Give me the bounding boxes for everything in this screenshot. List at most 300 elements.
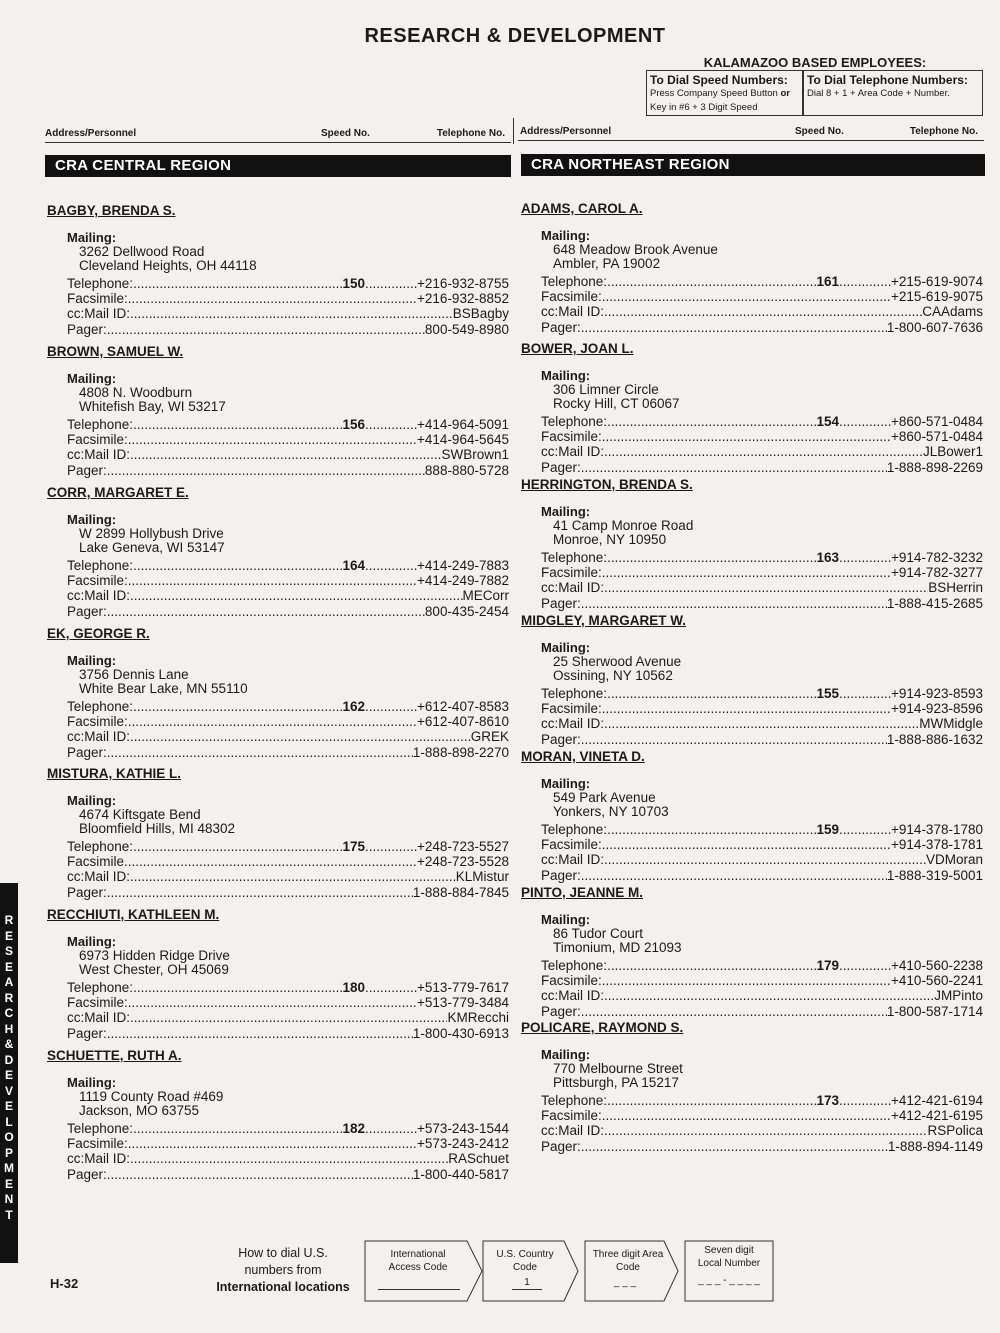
address-line-2: Cleveland Heights, OH 44118 xyxy=(79,257,257,273)
contact-rows xyxy=(67,839,509,900)
address-line-2: Rocky Hill, CT 06067 xyxy=(553,395,680,411)
ccmail-row xyxy=(541,852,983,867)
leader-dots xyxy=(128,291,417,306)
ccmail-row xyxy=(67,869,509,884)
contact-rows xyxy=(67,699,509,760)
facsimile-row xyxy=(541,837,983,852)
telephone-number: +513-779-7617 xyxy=(417,980,509,995)
telephone-label: Telephone: xyxy=(67,699,134,714)
pager-row xyxy=(541,1139,983,1154)
leader-dots xyxy=(130,306,453,321)
leader-dots xyxy=(581,460,887,475)
column-divider xyxy=(513,118,514,144)
leader-dots xyxy=(607,550,816,565)
telephone-label: Telephone: xyxy=(541,1093,608,1108)
speed-dial-heading: To Dial Speed Numbers: xyxy=(650,73,788,87)
region-bar-central: CRA CENTRAL REGION xyxy=(45,155,511,177)
facsimile-row xyxy=(67,573,509,588)
telephone-label: Telephone: xyxy=(67,1121,134,1136)
contact-rows xyxy=(541,958,983,1019)
dialing-instructions xyxy=(212,1245,354,1296)
address-line-1: 306 Limner Circle xyxy=(553,382,659,397)
telephone-number: +914-782-3232 xyxy=(891,550,983,565)
dial-step-area-code xyxy=(584,1240,680,1302)
facsimile-row xyxy=(67,714,509,729)
person-name: SCHUETTE, RUTH A. xyxy=(47,1048,182,1063)
step-label-4a: Seven digit xyxy=(704,1245,754,1256)
mailing-label: Mailing: xyxy=(541,776,591,791)
facsimile-label: Facsimile xyxy=(67,854,125,870)
leader-dots xyxy=(607,274,816,289)
ccmail-label: cc:Mail ID: xyxy=(67,588,131,604)
fax-number: +414-964-5645 xyxy=(417,432,509,448)
fax-number: +914-923-8596 xyxy=(891,701,983,717)
pager-number: 1-888-884-7845 xyxy=(412,884,509,900)
phone-dial-line1: Dial 8 + 1 + Area Code + Number. xyxy=(807,88,950,99)
address-line-1: 3756 Dennis Lane xyxy=(79,667,189,682)
pager-label: Pager: xyxy=(67,884,107,900)
address-line-1: 86 Tudor Court xyxy=(553,926,644,941)
leader-dots xyxy=(133,980,342,995)
pager-row xyxy=(541,868,983,883)
leader-dots xyxy=(839,1093,891,1108)
ccmail-label: cc:Mail ID: xyxy=(541,304,605,320)
telephone-row xyxy=(67,980,509,995)
ccmail-id: BSBagby xyxy=(452,306,509,322)
mailing-label: Mailing: xyxy=(67,230,117,245)
telephone-number: +573-243-1544 xyxy=(417,1121,509,1136)
step-value-4: _ _ _ - _ _ _ _ xyxy=(698,1275,760,1286)
address-line-2: Monroe, NY 10950 xyxy=(553,531,667,547)
ccmail-label: cc:Mail ID: xyxy=(67,1151,131,1167)
pager-number: 1-888-415-2685 xyxy=(886,595,983,611)
ccmail-id: CAAdams xyxy=(922,304,983,320)
facsimile-label: Facsimile: xyxy=(67,573,128,589)
person-name: BROWN, SAMUEL W. xyxy=(47,344,184,359)
leader-dots xyxy=(581,1004,887,1019)
leader-dots xyxy=(839,274,891,289)
address-line-1: 549 Park Avenue xyxy=(553,790,656,805)
telephone-row xyxy=(67,1121,509,1136)
telephone-row xyxy=(541,686,983,701)
page-title: RESEARCH & DEVELOPMENT xyxy=(364,25,666,47)
ccmail-label: cc:Mail ID: xyxy=(67,447,131,463)
phone-dial-legend xyxy=(803,70,983,116)
speed-number: 173 xyxy=(816,1093,840,1108)
person-name: BAGBY, BRENDA S. xyxy=(47,203,176,218)
fax-number: +215-619-9075 xyxy=(891,289,983,305)
leader-dots xyxy=(581,868,887,883)
pager-row xyxy=(67,604,509,619)
pager-label: Pager: xyxy=(67,744,107,760)
step-label-3b: Code xyxy=(616,1262,640,1273)
facsimile-row xyxy=(541,701,983,716)
mailing-label: Mailing: xyxy=(67,793,117,808)
facsimile-label: Facsimile: xyxy=(67,714,128,730)
fax-number: +612-407-8610 xyxy=(417,714,509,730)
address-line-2: Ambler, PA 19002 xyxy=(553,255,661,271)
speed-number: 182 xyxy=(342,1121,366,1136)
step-label-2b: Code xyxy=(513,1262,537,1273)
ccmail-row xyxy=(67,588,509,603)
pager-number: 888-880-5728 xyxy=(424,462,509,478)
ccmail-row xyxy=(541,444,983,459)
ccmail-row xyxy=(67,1151,509,1166)
pager-number: 1-888-886-1632 xyxy=(886,731,983,747)
address-line-2: Lake Geneva, WI 53147 xyxy=(79,539,225,555)
ccmail-label: cc:Mail ID: xyxy=(541,1123,605,1139)
side-tab xyxy=(0,883,18,1263)
facsimile-row xyxy=(541,565,983,580)
facsimile-label: Facsimile: xyxy=(541,701,602,717)
pager-label: Pager: xyxy=(67,603,107,619)
telephone-row xyxy=(67,699,509,714)
facsimile-label: Facsimile: xyxy=(67,1136,128,1152)
leader-dots xyxy=(604,988,934,1003)
ccmail-id: GREK xyxy=(470,729,509,745)
facsimile-label: Facsimile: xyxy=(541,429,602,445)
address-line-2: Bloomfield Hills, MI 48302 xyxy=(79,820,236,836)
fax-number: +513-779-3484 xyxy=(417,995,509,1011)
person-name: BOWER, JOAN L. xyxy=(521,341,634,356)
leader-dots xyxy=(133,276,342,291)
dialing-intro-1: How to dial U.S. xyxy=(238,1246,328,1260)
leader-dots xyxy=(365,980,417,995)
leader-dots xyxy=(130,588,462,603)
column-header-left xyxy=(45,120,511,143)
ccmail-row xyxy=(541,580,983,595)
ccmail-row xyxy=(541,304,983,319)
pager-number: 1-800-587-1714 xyxy=(886,1003,983,1019)
address-line-1: 25 Sherwood Avenue xyxy=(553,654,682,669)
pager-row xyxy=(67,745,509,760)
header-address-left: Address/Personnel xyxy=(45,128,137,139)
leader-dots xyxy=(607,686,816,701)
mailing-label: Mailing: xyxy=(541,640,591,655)
contact-rows xyxy=(67,417,509,478)
facsimile-label: Facsimile: xyxy=(541,837,602,853)
person-name: PINTO, JEANNE M. xyxy=(521,885,644,900)
speed-dial-or: or xyxy=(780,88,790,99)
leader-dots xyxy=(607,1093,816,1108)
fax-number: +248-723-5528 xyxy=(417,854,509,870)
leader-dots xyxy=(133,417,342,432)
fax-number: +573-243-2412 xyxy=(417,1136,509,1152)
pager-label: Pager: xyxy=(541,459,581,475)
telephone-label: Telephone: xyxy=(541,822,608,837)
step-value-3: _ _ _ xyxy=(613,1277,637,1288)
directory-entry xyxy=(47,485,509,619)
speed-dial-line1a: Press Company Speed Button xyxy=(650,88,781,99)
leader-dots xyxy=(128,573,417,588)
mailing-label: Mailing: xyxy=(541,1047,591,1062)
leader-dots xyxy=(607,958,816,973)
step-label-1a: International xyxy=(390,1249,446,1260)
pager-row xyxy=(67,322,509,337)
fax-number: +414-249-7882 xyxy=(417,573,509,589)
pager-row xyxy=(541,320,983,335)
telephone-row xyxy=(67,417,509,432)
mailing-label: Mailing: xyxy=(541,504,591,519)
ccmail-label: cc:Mail ID: xyxy=(67,869,131,885)
mailing-label: Mailing: xyxy=(541,368,591,383)
speed-number: 155 xyxy=(816,686,840,701)
telephone-row xyxy=(67,558,509,573)
dialing-intro-3: International locations xyxy=(216,1280,350,1294)
leader-dots xyxy=(604,580,928,595)
ccmail-id: RASchuet xyxy=(448,1151,509,1167)
leader-dots xyxy=(839,958,891,973)
header-telephone-right: Telephone No. xyxy=(909,126,978,137)
leader-dots xyxy=(839,686,891,701)
ccmail-id: VDMoran xyxy=(925,852,983,868)
telephone-number: +612-407-8583 xyxy=(417,699,509,714)
fax-number: +914-782-3277 xyxy=(891,565,983,581)
telephone-label: Telephone: xyxy=(67,558,134,573)
address-line-2: Pittsburgh, PA 15217 xyxy=(553,1074,679,1090)
pager-number: 1-888-898-2270 xyxy=(412,744,509,760)
pager-number: 1-800-430-6913 xyxy=(412,1025,509,1041)
telephone-label: Telephone: xyxy=(67,839,134,854)
directory-entry xyxy=(521,341,983,475)
contact-rows xyxy=(541,1093,983,1154)
telephone-label: Telephone: xyxy=(541,274,608,289)
facsimile-label: Facsimile: xyxy=(67,995,128,1011)
leader-dots xyxy=(365,417,417,432)
ccmail-label: cc:Mail ID: xyxy=(67,729,131,745)
leader-dots xyxy=(581,320,887,335)
speed-number: 162 xyxy=(342,699,366,714)
address-line-2: Ossining, NY 10562 xyxy=(553,667,673,683)
step-value-2: 1 xyxy=(512,1276,542,1290)
pager-row xyxy=(67,1167,509,1182)
pager-label: Pager: xyxy=(541,319,581,335)
contact-rows xyxy=(541,550,983,611)
speed-number: 161 xyxy=(816,274,840,289)
ccmail-row xyxy=(67,1010,509,1025)
facsimile-row xyxy=(541,289,983,304)
person-name: MORAN, VINETA D. xyxy=(521,749,645,764)
contact-rows xyxy=(67,1121,509,1182)
page-number: H-32 xyxy=(50,1276,79,1291)
telephone-row xyxy=(541,958,983,973)
leader-dots xyxy=(124,854,417,869)
leader-dots xyxy=(130,1151,448,1166)
telephone-row xyxy=(541,274,983,289)
step-label-1b: Access Code xyxy=(388,1262,448,1273)
leader-dots xyxy=(602,701,891,716)
contact-rows xyxy=(67,558,509,619)
pager-label: Pager: xyxy=(541,1138,581,1154)
directory-entry xyxy=(47,907,509,1041)
pager-number: 1-888-898-2269 xyxy=(886,459,983,475)
pager-number: 1-888-319-5001 xyxy=(886,867,983,883)
telephone-number: +410-560-2238 xyxy=(891,958,983,973)
mailing-label: Mailing: xyxy=(67,512,117,527)
leader-dots xyxy=(581,596,887,611)
facsimile-row xyxy=(67,1136,509,1151)
column-header-right xyxy=(518,118,984,141)
mailing-label: Mailing: xyxy=(67,371,117,386)
facsimile-label: Facsimile: xyxy=(541,973,602,989)
person-name: POLICARE, RAYMOND S. xyxy=(521,1020,684,1035)
fax-number: +860-571-0484 xyxy=(891,429,983,445)
person-name: CORR, MARGARET E. xyxy=(47,485,189,500)
ccmail-id: BSHerrin xyxy=(928,580,983,596)
leader-dots xyxy=(128,714,417,729)
leader-dots xyxy=(604,852,926,867)
telephone-label: Telephone: xyxy=(541,958,608,973)
facsimile-label: Facsimile: xyxy=(541,1108,602,1124)
mailing-label: Mailing: xyxy=(67,934,117,949)
facsimile-row xyxy=(541,429,983,444)
phone-dial-heading: To Dial Telephone Numbers: xyxy=(807,73,968,87)
leader-dots xyxy=(107,1026,413,1041)
speed-number: 156 xyxy=(342,417,366,432)
pager-number: 1-800-607-7636 xyxy=(886,319,983,335)
leader-dots xyxy=(602,429,891,444)
address-line-1: 770 Melbourne Street xyxy=(553,1061,683,1076)
facsimile-row xyxy=(67,432,509,447)
speed-number: 175 xyxy=(342,839,366,854)
ccmail-row xyxy=(67,447,509,462)
ccmail-id: MWMidgle xyxy=(919,716,983,732)
telephone-row xyxy=(541,822,983,837)
telephone-label: Telephone: xyxy=(541,550,608,565)
region-bar-northeast: CRA NORTHEAST REGION xyxy=(521,154,985,176)
leader-dots xyxy=(365,839,417,854)
ccmail-id: KMRecchi xyxy=(447,1010,509,1026)
leader-dots xyxy=(128,432,417,447)
pager-label: Pager: xyxy=(541,1003,581,1019)
speed-number: 164 xyxy=(342,558,366,573)
facsimile-label: Facsimile: xyxy=(541,565,602,581)
directory-entry xyxy=(521,201,983,335)
telephone-number: +248-723-5527 xyxy=(417,839,509,854)
dial-step-access-code xyxy=(364,1240,484,1302)
telephone-label: Telephone: xyxy=(67,276,134,291)
address-line-1: 648 Meadow Brook Avenue xyxy=(553,242,718,257)
telephone-number: +860-571-0484 xyxy=(891,414,983,429)
leader-dots xyxy=(133,839,342,854)
dial-step-country-code xyxy=(482,1240,580,1302)
speed-number: 180 xyxy=(342,980,366,995)
leader-dots xyxy=(839,550,891,565)
leader-dots xyxy=(839,414,891,429)
fax-number: +412-421-6195 xyxy=(891,1108,983,1124)
leader-dots xyxy=(130,869,456,884)
ccmail-id: SWBrown1 xyxy=(441,447,509,463)
leader-dots xyxy=(130,729,471,744)
leader-dots xyxy=(128,995,417,1010)
leader-dots xyxy=(607,414,816,429)
telephone-label: Telephone: xyxy=(67,980,134,995)
pager-label: Pager: xyxy=(67,1025,107,1041)
mailing-label: Mailing: xyxy=(67,1075,117,1090)
person-name: ADAMS, CAROL A. xyxy=(521,201,643,216)
fax-number: +410-560-2241 xyxy=(891,973,983,989)
directory-entry xyxy=(521,885,983,1019)
telephone-number: +914-923-8593 xyxy=(891,686,983,701)
address-line-1: 41 Camp Monroe Road xyxy=(553,518,694,533)
speed-dial-line2: Key in #6 + 3 Digit Speed xyxy=(650,102,758,113)
pager-number: 800-435-2454 xyxy=(424,603,509,619)
leader-dots xyxy=(604,716,919,731)
person-name: HERRINGTON, BRENDA S. xyxy=(521,477,693,492)
facsimile-row xyxy=(67,291,509,306)
pager-row xyxy=(67,1026,509,1041)
directory-entry xyxy=(47,203,509,337)
person-name: RECCHIUTI, KATHLEEN M. xyxy=(47,907,220,922)
mailing-label: Mailing: xyxy=(541,228,591,243)
leader-dots xyxy=(107,463,425,478)
leader-dots xyxy=(133,558,342,573)
directory-entry xyxy=(47,1048,509,1182)
ccmail-id: KLMistur xyxy=(455,869,509,885)
pager-label: Pager: xyxy=(541,731,581,747)
telephone-row xyxy=(541,1093,983,1108)
directory-entry xyxy=(47,626,509,760)
contact-rows xyxy=(541,414,983,475)
side-tab-text: RESEARCH & DEVELOPMENT xyxy=(4,913,14,1222)
contact-rows xyxy=(67,276,509,337)
ccmail-label: cc:Mail ID: xyxy=(541,580,605,596)
leader-dots xyxy=(128,1136,417,1151)
speed-number: 154 xyxy=(816,414,840,429)
ccmail-id: RSPolica xyxy=(927,1123,983,1139)
facsimile-label: Facsimile: xyxy=(67,291,128,307)
step-label-2a: U.S. Country xyxy=(496,1249,554,1260)
directory-entry xyxy=(521,749,983,883)
address-line-2: Jackson, MO 63755 xyxy=(79,1102,200,1118)
facsimile-row xyxy=(541,1108,983,1123)
mailing-label: Mailing: xyxy=(541,912,591,927)
facsimile-label: Facsimile: xyxy=(67,432,128,448)
speed-number: 159 xyxy=(816,822,840,837)
speed-number: 163 xyxy=(816,550,840,565)
ccmail-id: MECorr xyxy=(462,588,509,604)
facsimile-row xyxy=(541,973,983,988)
telephone-row xyxy=(67,276,509,291)
pager-number: 1-888-894-1149 xyxy=(887,1138,983,1154)
ccmail-label: cc:Mail ID: xyxy=(541,852,605,868)
person-name: MIDGLEY, MARGARET W. xyxy=(521,613,686,628)
ccmail-row xyxy=(67,306,509,321)
directory-entry xyxy=(47,766,509,900)
address-line-1: 4808 N. Woodburn xyxy=(79,385,193,400)
address-line-2: White Bear Lake, MN 55110 xyxy=(79,680,248,696)
pager-label: Pager: xyxy=(541,867,581,883)
pager-label: Pager: xyxy=(67,1166,107,1182)
telephone-label: Telephone: xyxy=(541,686,608,701)
leader-dots xyxy=(604,304,922,319)
leader-dots xyxy=(133,699,342,714)
leader-dots xyxy=(365,1121,417,1136)
address-line-1: W 2899 Hollybush Drive xyxy=(79,526,224,541)
pager-row xyxy=(541,596,983,611)
speed-dial-legend xyxy=(646,70,803,116)
leader-dots xyxy=(602,289,891,304)
leader-dots xyxy=(365,276,417,291)
person-name: MISTURA, KATHIE L. xyxy=(47,766,181,781)
telephone-label: Telephone: xyxy=(541,414,608,429)
dial-step-local-number xyxy=(684,1240,774,1302)
leader-dots xyxy=(839,822,891,837)
telephone-number: +215-619-9074 xyxy=(891,274,983,289)
fax-number: +216-932-8852 xyxy=(417,291,509,307)
telephone-number: +216-932-8755 xyxy=(417,276,509,291)
facsimile-label: Facsimile: xyxy=(541,289,602,305)
